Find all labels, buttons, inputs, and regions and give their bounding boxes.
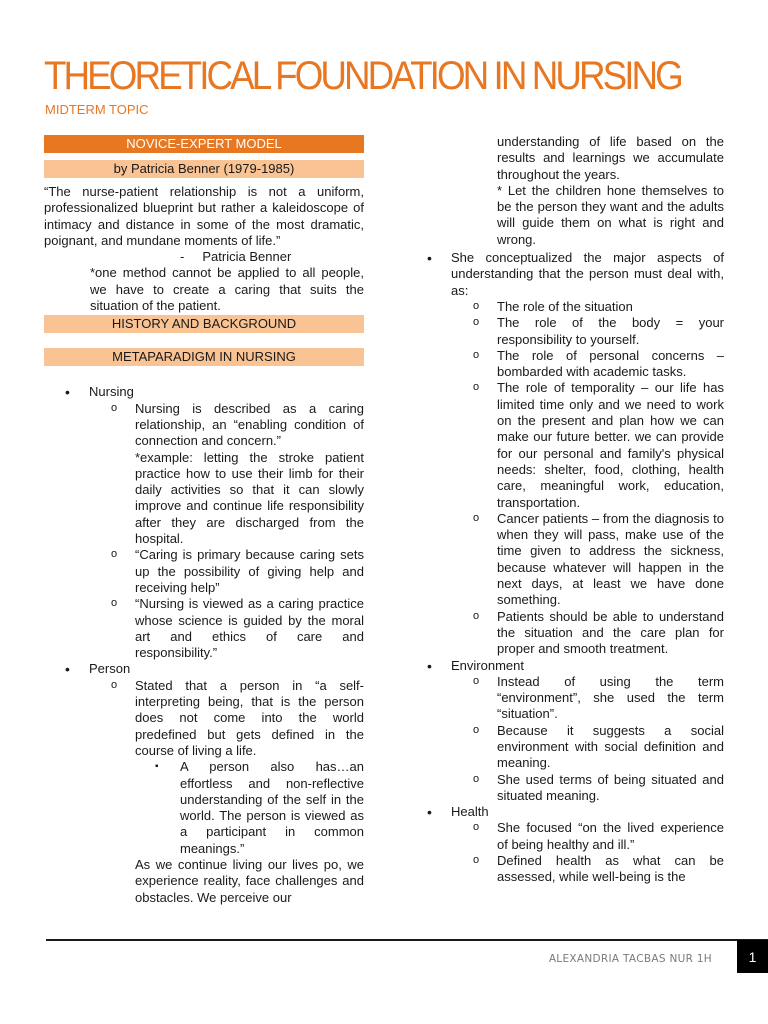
list-item-nursing [44,384,364,661]
list-item: o The role of the situation [451,299,724,315]
health-sublist [451,820,724,885]
document-title: THEORETICAL FOUNDATION IN NURSING [44,54,681,98]
person-continuation: As we continue living our lives po, we experience reality, face challenges and obstacles. We perceive our [135,856,364,905]
list-item-environment [406,658,724,805]
list-item: o Defined health as what can be assessed, while well-being is the [451,853,724,886]
footer-author: ALEXANDRIA TACBAS NUR 1H [548,953,712,965]
nursing-label: Nursing [89,384,134,400]
right-column [406,134,724,886]
nursing-item-text: Nursing is described as a caring relationship, an “enabling condition of connection and concern.” [135,400,364,449]
document-subtitle: MIDTERM TOPIC [45,102,149,117]
person-subsublist [135,759,364,857]
list-item: o The role of the body = your responsibility to yourself. [451,315,724,348]
list-item: o “Caring is primary because caring sets up the possibility of giving help and receiving help” [89,547,364,596]
list-item: o The role of temporality – our life has limited time only and we need to work on the present and plan how we can make our future better. we can provide for our personal and family's physical needs: shelter, food, clothing, health care, meaningful work, education, transportation. [451,380,724,510]
list-item: o Because it suggests a social environment with social definition and meaning. [451,723,724,772]
page-number: 1 [737,940,768,973]
person-item-text: Stated that a person in “a self-interpreting being, that is the person does not come into the world predefined but gets defined in the course of living a life. [135,677,364,758]
list-item: o Cancer patients – from the diagnosis to when they will pass, make use of the time given to address the sickness, because whatever will happen in the next days, at least we have done something. [451,511,724,609]
list-item-health [406,804,724,885]
list-item: o She focused “on the lived experience of being healthy and ill.” [451,820,724,853]
aspects-sublist [451,299,724,658]
model-header: NOVICE-EXPERT MODEL [44,135,364,153]
children-note: * Let the children hone themselves to be the person they want and the adults will guide them on what is right and wrong. [497,182,724,247]
list-item: o “Nursing is viewed as a caring practice whose science is guided by the moral art and ethics of care and responsibility.” [89,596,364,661]
history-header: HISTORY AND BACKGROUND [44,315,364,333]
nursing-sublist [89,401,364,662]
metaparadigm-header: METAPARADIGM IN NURSING [44,348,364,366]
benner-quote: “The nurse-patient relationship is not a uniform, professionalized blueprint but rather a kaleidoscope of intimacy and distance in some of the most dramatic, poignant, and mundane moments of life.” [44,184,364,248]
environment-label: Environment [451,657,524,673]
left-column [44,134,364,906]
quote-attribution: - Patricia Benner [180,249,292,265]
environment-sublist [451,674,724,804]
list-item: ▪ A person also has…an effortless and non-reflective understanding of the self in the world. The person is viewed as a participant in common meanings.” [135,759,364,857]
health-label: Health [451,804,489,820]
author-header: by Patricia Benner (1979-1985) [44,160,364,178]
list-item: o The role of personal concerns – bombarded with academic tasks. [451,348,724,381]
footer-divider [46,939,768,941]
list-item: o Patients should be able to understand the situation and the care plan for proper and smooth treatment. [451,609,724,658]
person-label: Person [89,661,131,677]
metaparadigm-list [44,384,364,906]
right-list [406,250,724,886]
nursing-example: *example: letting the stroke patient practice how to use their limb for their daily activities so that it can slowly improve and continue life responsibility after they are discharged from the hospital. [135,449,364,547]
right-continuation: understanding of life based on the results and learnings we accumulate throughout the years. [497,134,724,182]
list-item [89,678,364,857]
aspects-label: • She conceptualized the major aspects of understanding that the person must deal with, as: [451,250,724,298]
list-item: o Instead of using the term “environment”, she used the term “situation”. [451,674,724,723]
list-item: o She used terms of being situated and situated meaning. [451,772,724,805]
method-note: *one method cannot be applied to all people, we have to create a caring that suits the situation of the patient. [90,265,364,314]
person-sublist [89,678,364,857]
list-item [89,401,364,548]
list-item-person [44,661,364,905]
list-item-aspects [406,250,724,657]
